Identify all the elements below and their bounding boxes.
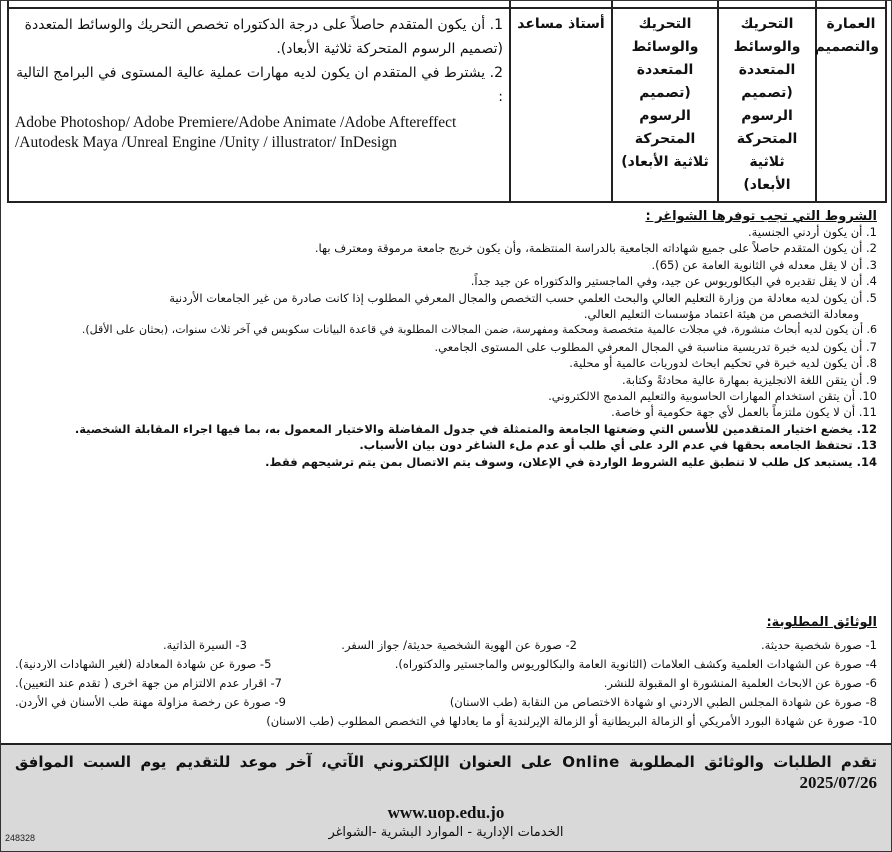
condition-item: 6. أن يكون لديه أبحاث منشورة، في مجلات عالمية متخصصة ومحكمة ومفهرسة، ضمن المجالات المطلوبة في قاعدة البيانات سكوبس في آخر ثلاث سنوات، (بحثان على الأقل). <box>81 323 877 337</box>
software-list: Adobe Photoshop/ Adobe Premiere/Adobe Animate /Adobe Aftereffect /Autodesk Maya /Unreal Engine /Unity / illustrator/ InDesign <box>15 114 457 151</box>
condition-item: 5. أن يكون لديه معادلة من وزارة التعليم العالي والبحث العلمي حسب التخصص والمجال المعرفي المطلوب إذا كانت صادرة من غير الجامعات الأردنية <box>169 290 877 305</box>
documents-row <box>15 636 877 655</box>
condition-item: 8. أن يكون لديه خبرة في تحكيم ابحاث لدوريات عالمية أو محلية. <box>569 356 877 371</box>
reference-number: 248328 <box>5 833 36 843</box>
documents-row <box>15 674 877 693</box>
condition-item: 13. تحتفظ الجامعه بحقها في عدم الرد على أي طلب أو عدم ملء الشاغر دون بيان الأسباب. <box>359 438 877 453</box>
condition-item: 7. أن يكون لديه خبرة تدريسية مناسبة في المجال المعرفي المطلوب على المستوى الجامعي. <box>434 339 877 354</box>
document-item: 7- اقرار عدم الالتزام من جهة اخرى ( تقدم عند التعيين). <box>15 676 282 690</box>
documents-row <box>15 655 877 674</box>
specialization-cell: التحريك والوسائط المتعددة (تصميم الرسوم المتحركة ثلاثية الأبعاد) <box>718 8 816 202</box>
documents-heading: الوثائق المطلوبة: <box>766 615 877 630</box>
condition-item: 9. أن يتقن اللغة الانجليزية بمهارة عالية محادثةً وكتابة. <box>621 372 877 387</box>
condition-item: 3. أن لا يقل معدله في الثانوية العامة عن (65). <box>651 257 877 272</box>
condition-item: 11. أن لا يكون ملتزماً بالعمل لأي جهة حكومية أو خاصة. <box>611 405 877 420</box>
documents-section <box>15 613 877 731</box>
requirements-cell <box>8 8 510 202</box>
website-link[interactable]: www.uop.edu.jo <box>387 803 505 822</box>
document-item: 4- صورة عن الشهادات العلمية وكشف العلامات (الثانوية العامة والبكالوريوس والماجستير والدكتوراه). <box>394 657 877 671</box>
requirement-2: 2. يشترط في المتقدم ان يكون لديه مهارات عملية عالية المستوى في البرامج التالية : <box>16 65 503 105</box>
requirement-1: 1. أن يكون المتقدم حاصلاً على درجة الدكتوراه تخصص التحريك والوسائط المتعددة (تصميم الرسوم المتحركة ثلاثية الأبعاد). <box>24 17 503 57</box>
condition-item: 4. أن لا يقل تقديره في البكالوريوس عن جيد، وفي الماجستير والدكتوراه عن جيد جداً. <box>470 274 877 289</box>
field-cell: التحريك والوسائط المتعددة (تصميم الرسوم المتحركة ثلاثية الأبعاد) <box>612 8 718 202</box>
document-item: 2- صورة عن الهوية الشخصية حديثة/ جواز السفر. <box>341 638 577 652</box>
condition-item: 12. يخضع اختيار المتقدمين للأسس التي وضعتها الجامعة والمتمثلة في جدول المفاضلة والاختيار المعمول به، بما فيها اجراء المقابلة الشخصية. <box>74 421 877 436</box>
document-item: 10- صورة عن شهادة البورد الأمريكي أو الزمالة البريطانية أو الزمالة الإيرلندية أو ما يعادلها في التخصص المطلوب (طب الاسنان) <box>266 714 877 728</box>
footer-panel <box>1 743 891 851</box>
condition-item: 14. يستبعد كل طلب لا تنطبق عليه الشروط الواردة في الإعلان، وسوف يتم الاتصال بمن يتم ترشيحهم فقط. <box>265 454 877 469</box>
condition-item: 10. أن يتقن استخدام المهارات الحاسوبية والتعليم المدمج الالكتروني. <box>548 389 877 404</box>
documents-row <box>15 712 877 731</box>
condition-item: ومعادلة التخصص من هيئة اعتماد مؤسسات التعليم العالي. <box>583 307 859 322</box>
rank-cell: أستاذ مساعد <box>510 8 612 202</box>
document-item: 8- صورة عن شهادة المجلس الطبي الاردني او شهادة الاختصاص من النقابة (طب الاسنان) <box>449 695 877 709</box>
document-item: 9- صورة عن رخصة مزاولة مهنة طب الأسنان في الأردن. <box>15 695 286 709</box>
department-name: الخدمات الإدارية - الموارد البشرية -الشواغر <box>328 825 564 840</box>
vacancy-table <box>7 1 887 203</box>
apply-instructions: تقدم الطلبات والوثائق المطلوبة Online على العنوان الإلكتروني الآتي، آخر موعد للتقديم يوم السبت الموافق <box>15 753 877 771</box>
conditions-list <box>15 224 877 470</box>
table-top-strip <box>8 1 886 8</box>
documents-row <box>15 693 877 712</box>
major-cell: العمارة والتصميم <box>816 8 886 202</box>
document-item: 6- صورة عن الابحاث العلمية المنشورة او المقبولة للنشر. <box>603 676 877 690</box>
deadline-date: 2025/07/26 <box>799 773 877 792</box>
document-item: 3- السيرة الذاتية. <box>162 638 247 652</box>
document-item: 1- صورة شخصية حديثة. <box>760 638 877 652</box>
conditions-section <box>15 209 877 470</box>
document-item: 5- صورة عن شهادة المعادلة (لغير الشهادات الاردنية). <box>15 657 272 671</box>
conditions-heading: الشروط التي تجب توفرها الشواغر : <box>645 209 877 224</box>
condition-item: 2. أن يكون المتقدم حاصلاً على جميع شهاداته الجامعية بالدراسة المنتظمة، وأن يكون خريج جامعة مرموقة ومعترف بها. <box>314 241 877 256</box>
condition-item: 1. أن يكون أردني الجنسية. <box>748 225 877 239</box>
table-row <box>8 8 886 202</box>
